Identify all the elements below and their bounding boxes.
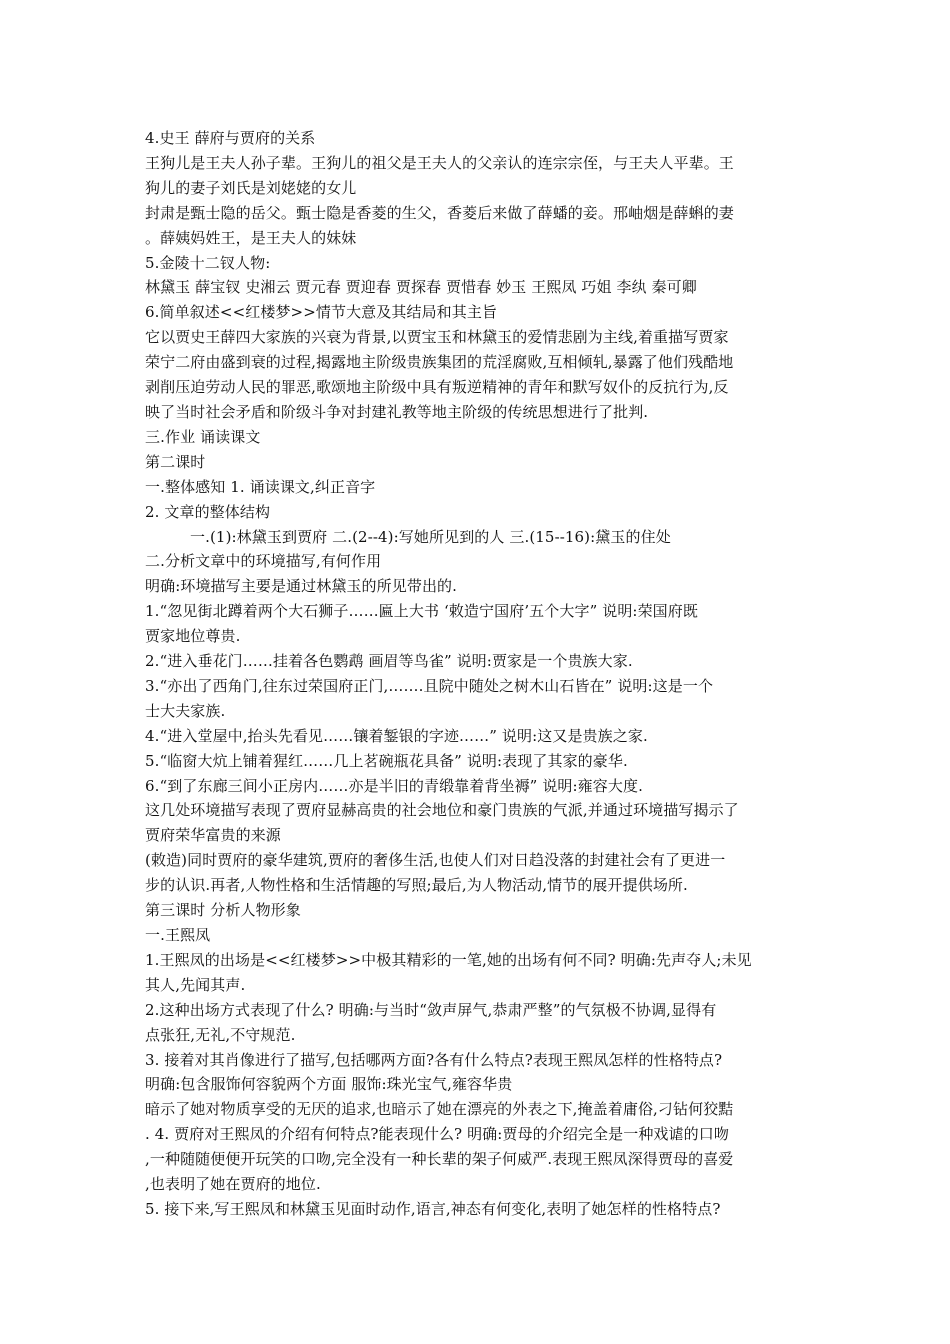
text-line: 明确:环境描写主要是通过林黛玉的所见带出的. (145, 577, 458, 596)
text-line: 一.整体感知 1. 诵读课文,纠正音字 (145, 477, 376, 496)
text-line: 5.金陵十二钗人物: (145, 253, 271, 272)
text-line: 这几处环境描写表现了贾府显赫高贵的社会地位和豪门贵族的气派,并通过环境描写揭示了 (145, 801, 739, 820)
text-line: 3. 接着对其肖像进行了描写,包括哪两方面?各有什么特点?表现王熙凤怎样的性格特点? (145, 1050, 723, 1069)
text-line: 狗儿的妻子刘氏是刘姥姥的女儿 (145, 178, 357, 197)
text-line: 第二课时 (145, 452, 206, 471)
text-line: (敕造)同时贾府的豪华建筑,贾府的奢侈生活,也使人们对日趋没落的封建社会有了更进一 (145, 851, 726, 870)
text-line: . 4. 贾府对王熙凤的介绍有何特点?能表现什么? 明确:贾母的介绍完全是一种戏谑的口吻 (145, 1125, 729, 1144)
text-line: 它以贾史王薛四大家族的兴衰为背景,以贾宝玉和林黛玉的爱情悲剧为主线,着重描写贾家 (145, 328, 729, 347)
text-line: 6.“到了东廊三间小正房内……亦是半旧的青缎靠着背坐褥” 说明:雍容大度. (145, 776, 643, 795)
text-line: 5.“临窗大炕上铺着猩红……几上茗碗瓶花具备” 说明:表现了其家的豪华. (145, 751, 628, 770)
text-line: 士大夫家族. (145, 701, 226, 720)
text-line: 暗示了她对物质享受的无厌的追求,也暗示了她在漂亮的外表之下,掩盖着庸俗,刁钻何狡黠 (145, 1100, 734, 1119)
text-line: 点张狂,无礼,不守规范. (145, 1025, 296, 1044)
text-line: 二.分析文章中的环境描写,有何作用 (145, 552, 382, 571)
text-line: 。薛姨妈姓王，是王夫人的妹妹 (145, 228, 357, 247)
text-line: 三.作业 诵读课文 (145, 427, 261, 446)
text-line: ,一种随随便便开玩笑的口吻,完全没有一种长辈的架子何威严.表现王熙凤深得贾母的喜爱 (145, 1150, 734, 1169)
text-line: 明确:包含服饰何容貌两个方面 服饰:珠光宝气,雍容华贵 (145, 1075, 513, 1094)
text-line: 其人,先闻其声. (145, 975, 246, 994)
text-line: ,也表明了她在贾府的地位. (145, 1175, 321, 1194)
text-line: 贾府荣华富贵的来源 (145, 826, 281, 845)
text-line: 2. 文章的整体结构 (145, 502, 271, 521)
text-line: 王狗儿是王夫人孙子辈。王狗儿的祖父是王夫人的父亲认的连宗宗侄，与王夫人平辈。王 (145, 153, 734, 172)
text-line: 封肃是甄士隐的岳父。甄士隐是香菱的生父，香菱后来做了薛蟠的妾。邢岫烟是薛蝌的妻 (145, 203, 734, 222)
document-body (145, 126, 810, 1222)
text-line: 贾家地位尊贵. (145, 627, 241, 646)
text-line: 2.“进入垂花门……挂着各色鹦鹉 画眉等鸟雀” 说明:贾家是一个贵族大家. (145, 652, 633, 671)
text-line: 第三课时 分析人物形象 (145, 901, 301, 920)
text-line: 剥削压迫劳动人民的罪恶,歌颂地主阶级中具有叛逆精神的青年和默写奴仆的反抗行为,反 (145, 378, 729, 397)
text-line: 映了当时社会矛盾和阶级斗争对封建礼教等地主阶级的传统思想进行了批判. (145, 402, 649, 421)
text-line: 5. 接下来,写王熙凤和林黛玉见面时动作,语言,神态有何变化,表明了她怎样的性格特点? (145, 1199, 721, 1218)
text-line: 林黛玉 薛宝钗 史湘云 贾元春 贾迎春 贾探春 贾惜春 妙玉 王熙凤 巧姐 李纨 秦可卿 (145, 278, 697, 297)
text-line: 6.简单叙述<<红楼梦>>情节大意及其结局和其主旨 (145, 303, 498, 322)
text-line: 1.“忽见街北蹲着两个大石狮子……匾上大书 ‘敕造宁国府’五个大字” 说明:荣国府既 (145, 602, 698, 621)
text-line: 一.(1):林黛玉到贾府 二.(2--4):写她所见到的人 三.(15--16):黛玉的住处 (190, 527, 671, 546)
text-line: 一.王熙凤 (145, 926, 211, 944)
text-line: 荣宁二府由盛到衰的过程,揭露地主阶级贵族集团的荒淫腐败,互相倾轧,暴露了他们残酷地 (145, 353, 734, 372)
text-line: 1.王熙凤的出场是<<红楼梦>>中极其精彩的一笔,她的出场有何不同? 明确:先声夺人;未见 (145, 950, 752, 969)
text-line: 4.史王 薛府与贾府的关系 (145, 129, 316, 147)
text-line: 4.“进入堂屋中,抬头先看见……镶着錾银的字迹……” 说明:这又是贵族之家. (145, 726, 648, 745)
text-line: 2.这种出场方式表现了什么? 明确:与当时“敛声屏气,恭肃严整”的气氛极不协调,显得有 (145, 1000, 717, 1019)
text-line: 3.“亦出了西角门,往东过荣国府正门,…….且院中随处之树木山石皆在” 说明:这是一个 (145, 676, 714, 695)
text-line: 步的认识.再者,人物性格和生活情趣的写照;最后,为人物活动,情节的展开提供场所. (145, 876, 688, 895)
